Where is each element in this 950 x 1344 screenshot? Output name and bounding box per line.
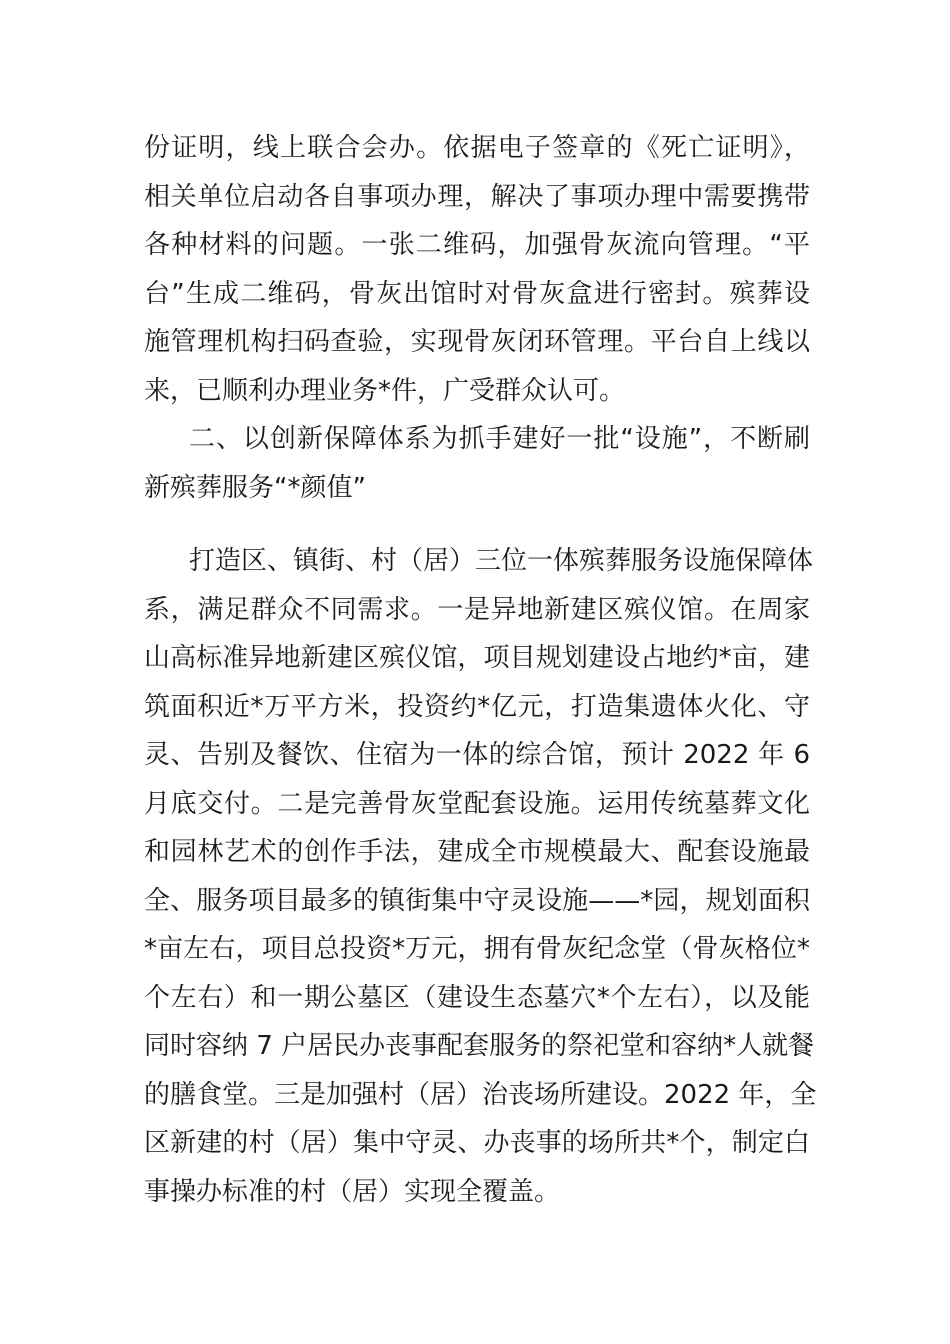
text-line: 全、服务项目最多的镇街集中守灵设施——*园，规划面积: [144, 885, 810, 916]
text-line: 份证明，线上联合会办。依据电子签章的《死亡证明》，: [144, 133, 810, 163]
text-line: 山高标准异地新建区殡仪馆，项目规划建设占地约*亩，建: [144, 643, 810, 673]
text-line: 区新建的村（居）集中守灵、办丧事的场所共*个，制定白: [144, 1128, 810, 1158]
text-line: 各种材料的问题。一张二维码，加强骨灰流向管理。“平: [144, 230, 810, 260]
text-line: 和园林艺术的创作手法，建成全市规模最大、配套设施最: [144, 837, 810, 867]
text-line: 同时容纳 7 户居民办丧事配套服务的祭祀堂和容纳*人就餐: [144, 1031, 815, 1061]
text-line: *亩左右，项目总投资*万元，拥有骨灰纪念堂（骨灰格位*: [144, 934, 810, 964]
text-line: 的膳食堂。三是加强村（居）治丧场所建设。2022 年，全: [144, 1079, 817, 1110]
text-line: 打造区、镇街、村（居）三位一体殡葬服务设施保障体: [189, 546, 814, 576]
text-line: 个左右）和一期公墓区（建设生态墓穴*个左右），以及能: [144, 982, 810, 1013]
text-line: 相关单位启动各自事项办理，解决了事项办理中需要携带: [144, 181, 810, 212]
text-line: 系，满足群众不同需求。一是异地新建区殡仪馆。在周家: [144, 594, 810, 625]
text-line: 事操办标准的村（居）实现全覆盖。: [144, 1176, 561, 1207]
heading-line: 新殡葬服务“*颜值”: [144, 472, 366, 503]
heading-line: 二、以创新保障体系为抓手建好一批“设施”，不断刷: [189, 424, 810, 454]
text-line: 台”生成二维码，骨灰出馆时对骨灰盒进行密封。殡葬设: [144, 278, 810, 309]
paragraph-3: [144, 537, 817, 1216]
paragraph-1: [144, 124, 810, 415]
section-heading: [144, 415, 810, 512]
text-line: 施管理机构扫码查验，实现骨灰闭环管理。平台自上线以: [144, 327, 810, 357]
text-line: 月底交付。二是完善骨灰堂配套设施。运用传统墓葬文化: [144, 788, 810, 819]
text-line: 筑面积近*万平方米，投资约*亿元，打造集遗体火化、守: [144, 691, 810, 722]
text-line: 来，已顺利办理业务*件，广受群众认可。: [144, 375, 626, 406]
text-line: 灵、告别及餐饮、住宿为一体的综合馆，预计 2022 年 6: [144, 740, 810, 770]
